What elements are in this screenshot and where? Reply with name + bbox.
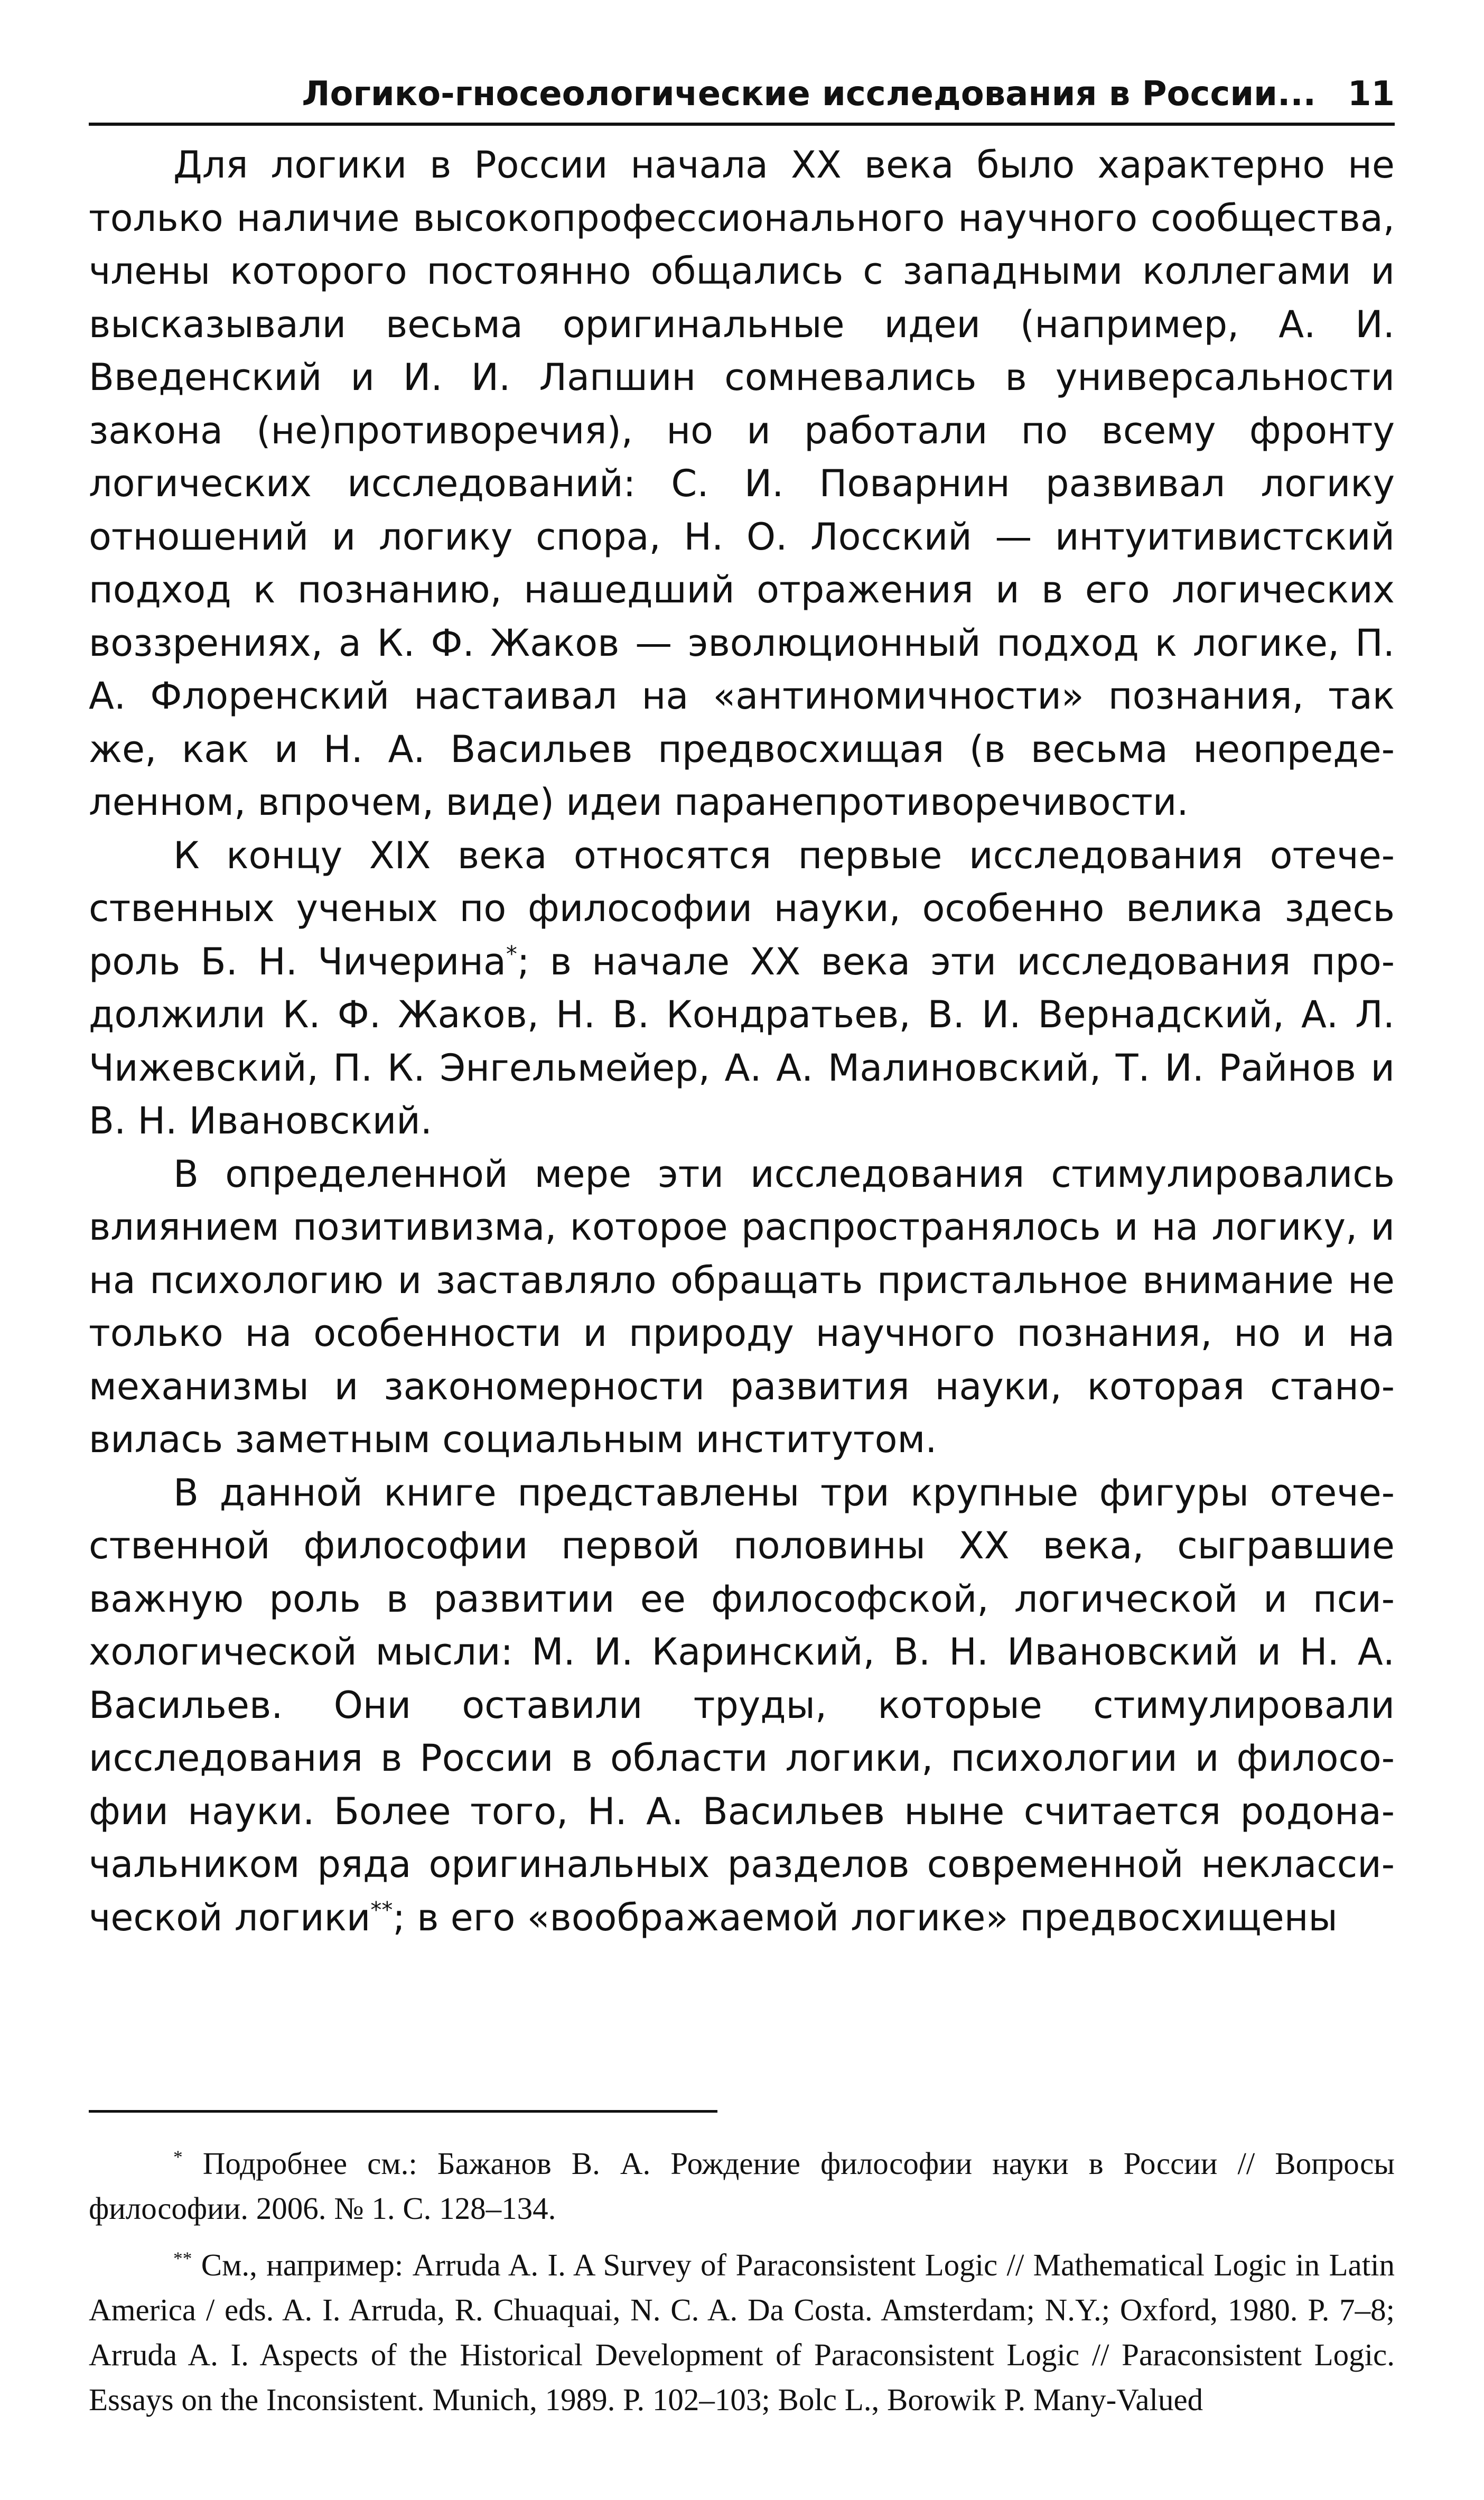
paragraph-2: [89, 829, 1395, 1148]
running-head: [89, 68, 1395, 120]
footnote-1: [89, 2141, 1395, 2231]
footnote-rule: [89, 2110, 717, 2113]
footnote-1-text: Подробнее см.: Бажанов В. А. Рождение философии науки в России // Вопросы философии. 2006. № 1. С. 128–134.: [89, 2146, 1395, 2226]
main-text: [89, 138, 1395, 1944]
footnote-ref-2: **: [370, 1897, 393, 1923]
paragraph-4: [89, 1466, 1395, 1945]
paragraph-3: В определенной мере эти исследования стимулировались влиянием позитивизма, которое распространялось и на логику, и на психологию и заставляло обращать пристальное внимание не только на особенности и природу научного познания, но и на механизмы и закономерности развития науки, которая становилась заметным социальным институтом.: [89, 1152, 1395, 1461]
footnote-2-mark: **: [173, 2247, 192, 2269]
book-page: [89, 0, 1395, 2500]
paragraph-2-part-1: К концу XIX века относятся первые исследования отечественных ученых по философии науки, особенно велика здесь роль Б. Н. Чичерина: [89, 833, 1395, 983]
footnote-1-mark: *: [173, 2146, 183, 2168]
footnote-2: [89, 2243, 1395, 2422]
footnotes: [89, 2141, 1395, 2434]
footnote-2-text: См., например: Arruda A. I. A Survey of Paraconsistent Logic // Mathematical Logic in Latin America / eds. A. I. Arruda, R. Chuaquai, N. C. A. Da Costa. Amsterdam; N.Y.; Oxford, 1980. P. 7–8; Arruda A. I. Aspects of the Historical Development of Paraconsistent Logic // Paraconsistent Logic. Essays on the Inconsistent. Munich, 1989. P. 102–103; Bolc L., Borowik P. Many-Valued: [89, 2247, 1395, 2417]
paragraph-4-part-1: В данной книге представлены три крупные фигуры отечественной философии первой половины XX века, сыгравшие важную роль в развитии ее философской, логической и психологической мысли: М. И. Каринский, В. Н. Ивановский и Н. А. Васильев. Они оставили труды, которые стимулировали исследования в России в области логики, психологии и философии науки. Более того, Н. А. Васильев ныне считается родоначальником ряда оригинальных разделов современной неклассической логики: [89, 1471, 1395, 1939]
paragraph-1: Для логики в России начала XX века было характерно не только наличие высокопрофессионального научного сообщества, члены которого постоянно общались с западными коллегами и высказывали весьма оригинальные идеи (например, А. И. Введенский и И. И. Лапшин сомневались в универсальности закона (не)противоречия), но и работали по всему фронту логических исследований: С. И. Поварнин развивал логику отношений и логику спора, Н. О. Лосский — интуитивистский подход к познанию, нашедший отражения и в его логических воззрениях, а К. Ф. Жаков — эволюционный подход к логике, П. А. Флоренский настаивал на «антиномичности» познания, так же, как и Н. А. Васильев предвосхищая (в весьма неопределенном, впрочем, виде) идеи паранепротиворечивости.: [89, 143, 1395, 824]
page-number: 11: [1347, 75, 1395, 114]
running-title: Логико-гносеологические исследования в России...: [302, 75, 1316, 114]
paragraph-2-part-2: ; в начале XX века эти исследования продолжили К. Ф. Жаков, Н. В. Кондратьев, В. И. Вернадский, А. Л. Чижевский, П. К. Энгельмейер, А. А. Малиновский, Т. И. Райнов и В. Н. Ивановский.: [89, 940, 1395, 1142]
footnote-ref-1: *: [506, 941, 517, 967]
header-rule: [89, 123, 1395, 126]
paragraph-4-part-2: ; в его «воображаемой логике» предвосхищены: [393, 1895, 1338, 1939]
